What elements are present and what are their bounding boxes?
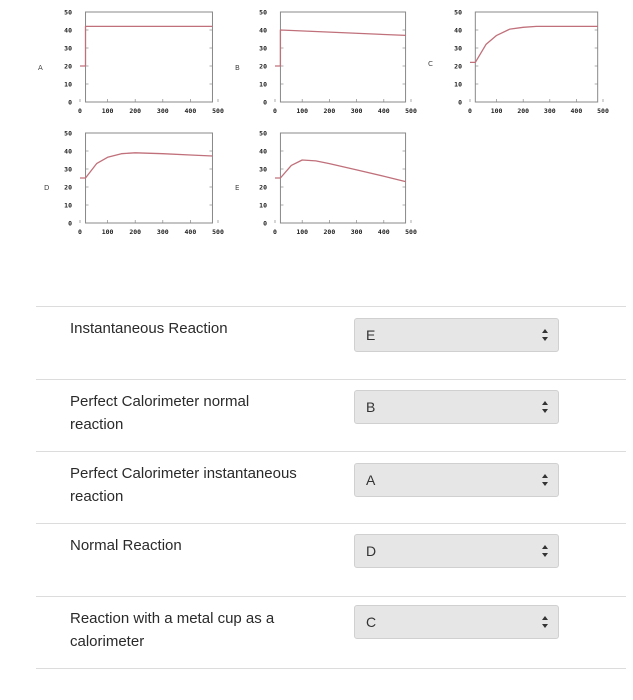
x-tick-label: 100	[296, 228, 309, 236]
plot-frame	[280, 133, 405, 223]
row-label: Normal Reaction	[70, 537, 182, 554]
x-tick-label: 500	[212, 228, 224, 236]
x-tick-label: 400	[570, 107, 583, 115]
y-tick-label: 50	[64, 8, 72, 17]
dropdown-arrows-icon	[541, 543, 549, 559]
x-tick-label: 500	[212, 107, 224, 115]
x-tick-label: 100	[101, 228, 114, 236]
graphs-area	[0, 0, 633, 255]
y-tick-label: 50	[259, 129, 267, 138]
y-tick-label: 10	[454, 80, 462, 89]
row-label: Perfect Calorimeter instantaneous reaction	[70, 465, 297, 505]
x-tick-label: 300	[156, 228, 169, 236]
match-row-5	[36, 597, 626, 669]
y-tick-label: 0	[263, 98, 267, 107]
y-tick-label: 0	[263, 219, 267, 228]
panel-letter: C	[428, 60, 433, 68]
x-tick-label: 500	[405, 107, 417, 115]
panel-letter: B	[235, 64, 240, 72]
x-tick-label: 300	[350, 228, 363, 236]
x-tick-label: 400	[377, 107, 390, 115]
y-tick-label: 0	[68, 98, 72, 107]
select-value: C	[366, 614, 377, 630]
answer-select[interactable]	[354, 534, 559, 568]
x-tick-label: 200	[129, 107, 142, 115]
match-row-1	[36, 307, 626, 379]
divider	[36, 668, 626, 669]
y-tick-label: 20	[64, 62, 72, 71]
x-tick-label: 0	[78, 228, 82, 236]
x-tick-label: 0	[468, 107, 472, 115]
answer-select[interactable]	[354, 390, 559, 424]
panel-letter: A	[38, 64, 43, 72]
answer-select[interactable]	[354, 463, 559, 497]
plot-frame	[280, 12, 405, 102]
dropdown-arrows-icon	[541, 399, 549, 415]
y-tick-label: 30	[454, 44, 462, 53]
y-tick-label: 30	[64, 165, 72, 174]
x-tick-label: 100	[101, 107, 114, 115]
y-tick-label: 20	[259, 183, 267, 192]
x-tick-label: 200	[129, 228, 142, 236]
x-tick-label: 400	[184, 107, 197, 115]
x-tick-label: 300	[543, 107, 556, 115]
x-tick-label: 300	[156, 107, 169, 115]
x-tick-label: 100	[296, 107, 309, 115]
y-tick-label: 40	[259, 147, 267, 156]
y-tick-label: 40	[259, 26, 267, 35]
x-tick-label: 300	[350, 107, 363, 115]
x-tick-label: 200	[323, 228, 336, 236]
y-tick-label: 40	[64, 26, 72, 35]
x-tick-label: 500	[405, 228, 417, 236]
y-tick-label: 50	[259, 8, 267, 17]
y-tick-label: 20	[454, 62, 462, 71]
row-label: Perfect Calorimeter normal reaction	[70, 393, 250, 433]
dropdown-arrows-icon	[541, 614, 549, 630]
match-row-4	[36, 524, 626, 596]
y-tick-label: 20	[64, 183, 72, 192]
x-tick-label: 100	[490, 107, 503, 115]
panel-letter: E	[235, 184, 240, 192]
y-tick-label: 10	[64, 201, 72, 210]
x-tick-label: 500	[597, 107, 609, 115]
y-tick-label: 40	[454, 26, 462, 35]
y-tick-label: 10	[64, 80, 72, 89]
x-tick-label: 0	[273, 228, 277, 236]
y-tick-label: 20	[259, 62, 267, 71]
x-tick-label: 400	[184, 228, 197, 236]
y-tick-label: 0	[68, 219, 72, 228]
x-tick-label: 200	[517, 107, 530, 115]
x-tick-label: 400	[377, 228, 390, 236]
answer-select[interactable]	[354, 318, 559, 352]
row-label: Reaction with a metal cup as a calorimeter	[70, 610, 275, 650]
y-tick-label: 10	[259, 80, 267, 89]
x-tick-label: 0	[78, 107, 82, 115]
y-tick-label: 50	[64, 129, 72, 138]
y-tick-label: 30	[64, 44, 72, 53]
select-value: D	[366, 543, 377, 559]
y-tick-label: 30	[259, 44, 267, 53]
y-tick-label: 0	[458, 98, 462, 107]
select-value: B	[366, 399, 376, 415]
match-row-3	[36, 452, 626, 524]
x-tick-label: 200	[323, 107, 336, 115]
answer-select[interactable]	[354, 605, 559, 639]
dropdown-arrows-icon	[541, 472, 549, 488]
y-tick-label: 10	[259, 201, 267, 210]
select-value: A	[366, 472, 376, 488]
y-tick-label: 30	[259, 165, 267, 174]
plot-frame	[475, 12, 597, 102]
plot-frame	[86, 133, 213, 223]
y-tick-label: 40	[64, 147, 72, 156]
select-value: E	[366, 327, 376, 343]
x-tick-label: 0	[273, 107, 277, 115]
match-row-2	[36, 380, 626, 452]
row-label: Instantaneous Reaction	[70, 320, 228, 337]
panel-letter: D	[44, 184, 50, 192]
dropdown-arrows-icon	[541, 327, 549, 343]
plot-frame	[86, 12, 213, 102]
y-tick-label: 50	[454, 8, 462, 17]
